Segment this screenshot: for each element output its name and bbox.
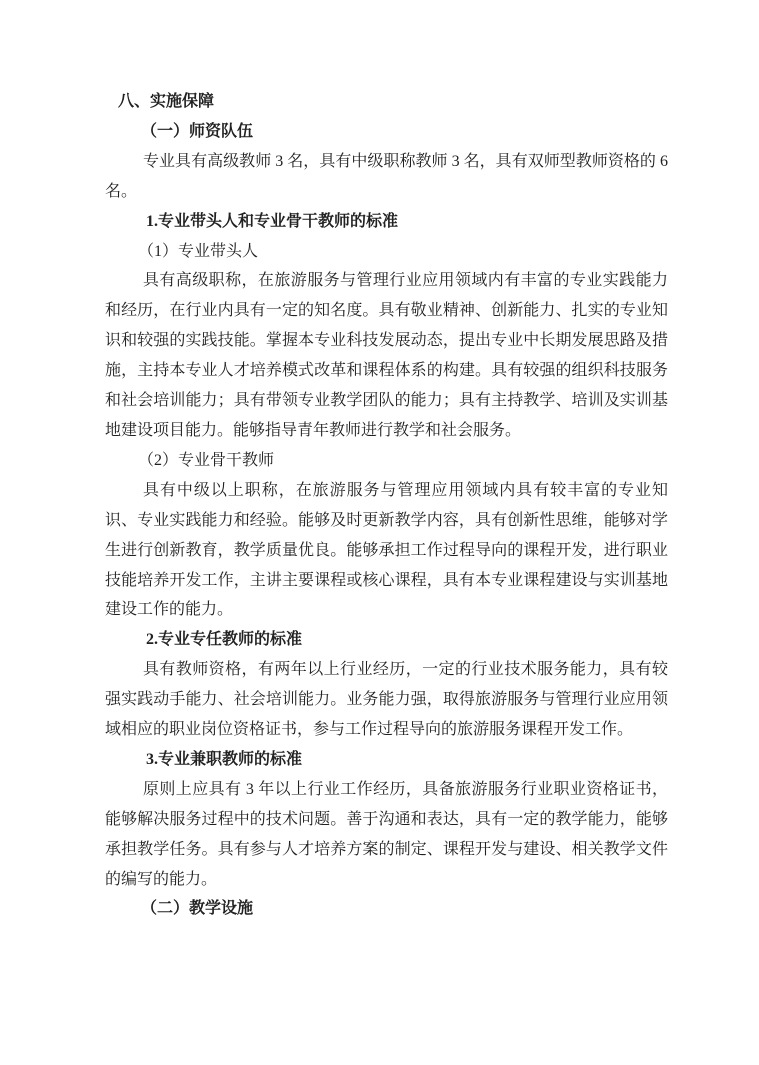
heading-level-3: 1.专业带头人和专业骨干教师的标准 (146, 212, 399, 230)
document-body (105, 87, 668, 924)
paragraph: 具有中级以上职称，在旅游服务与管理应用领域内具有较丰富的专业知识、专业实践能力和经验。能够及时更新教学内容，具有创新性思维，能够对学生进行创新教育，教学质量优良。能够承担工作过程导向的课程开发，进行职业技能培养开发工作，主讲主要课程或核心课程，具有本专业课程建设与实训基地建设工作的能力。 (105, 481, 668, 619)
heading-level-2: （二）教学设施 (141, 900, 254, 918)
paragraph: 专业具有高级教师 3 名，具有中级职称教师 3 名，具有双师型教师资格的 6 名。 (105, 152, 668, 200)
heading-level-3: 3.专业兼职教师的标准 (146, 750, 303, 768)
heading-level-2: （一）师资队伍 (141, 122, 254, 140)
heading-level-3: 2.专业专任教师的标准 (146, 631, 303, 649)
paragraph: 具有高级职称，在旅游服务与管理行业应用领域内有丰富的专业实践能力和经历，在行业内具有一定的知名度。具有敬业精神、创新能力、扎实的专业知识和较强的实践技能。掌握本专业科技发展动态，提出专业中长期发展思路及措施，主持本专业人才培养模式改革和课程体系的构建。具有较强的组织科技服务和社会培训能力；具有带领专业教学团队的能力；具有主持教学、培训及实训基地建设项目能力。能够指导青年教师进行教学和社会服务。 (105, 272, 668, 439)
heading-level-1: 八、实施保障 (118, 93, 215, 110)
paragraph: 具有教师资格，有两年以上行业经历，一定的行业技术服务能力，具有较强实践动手能力、社会培训能力。业务能力强，取得旅游服务与管理行业应用领域相应的职业岗位资格证书，参与工作过程导向的旅游服务课程开发工作。 (105, 661, 668, 739)
heading-level-4: （2）专业骨干教师 (138, 451, 275, 469)
heading-level-4: （1）专业带头人 (138, 242, 259, 260)
paragraph: 原则上应具有 3 年以上行业工作经历，具备旅游服务行业职业资格证书，能够解决服务过程中的技术问题。善于沟通和表达，具有一定的教学能力，能够承担教学任务。具有参与人才培养方案的制定、课程开发与建设、相关教学文件的编写的能力。 (105, 780, 668, 888)
